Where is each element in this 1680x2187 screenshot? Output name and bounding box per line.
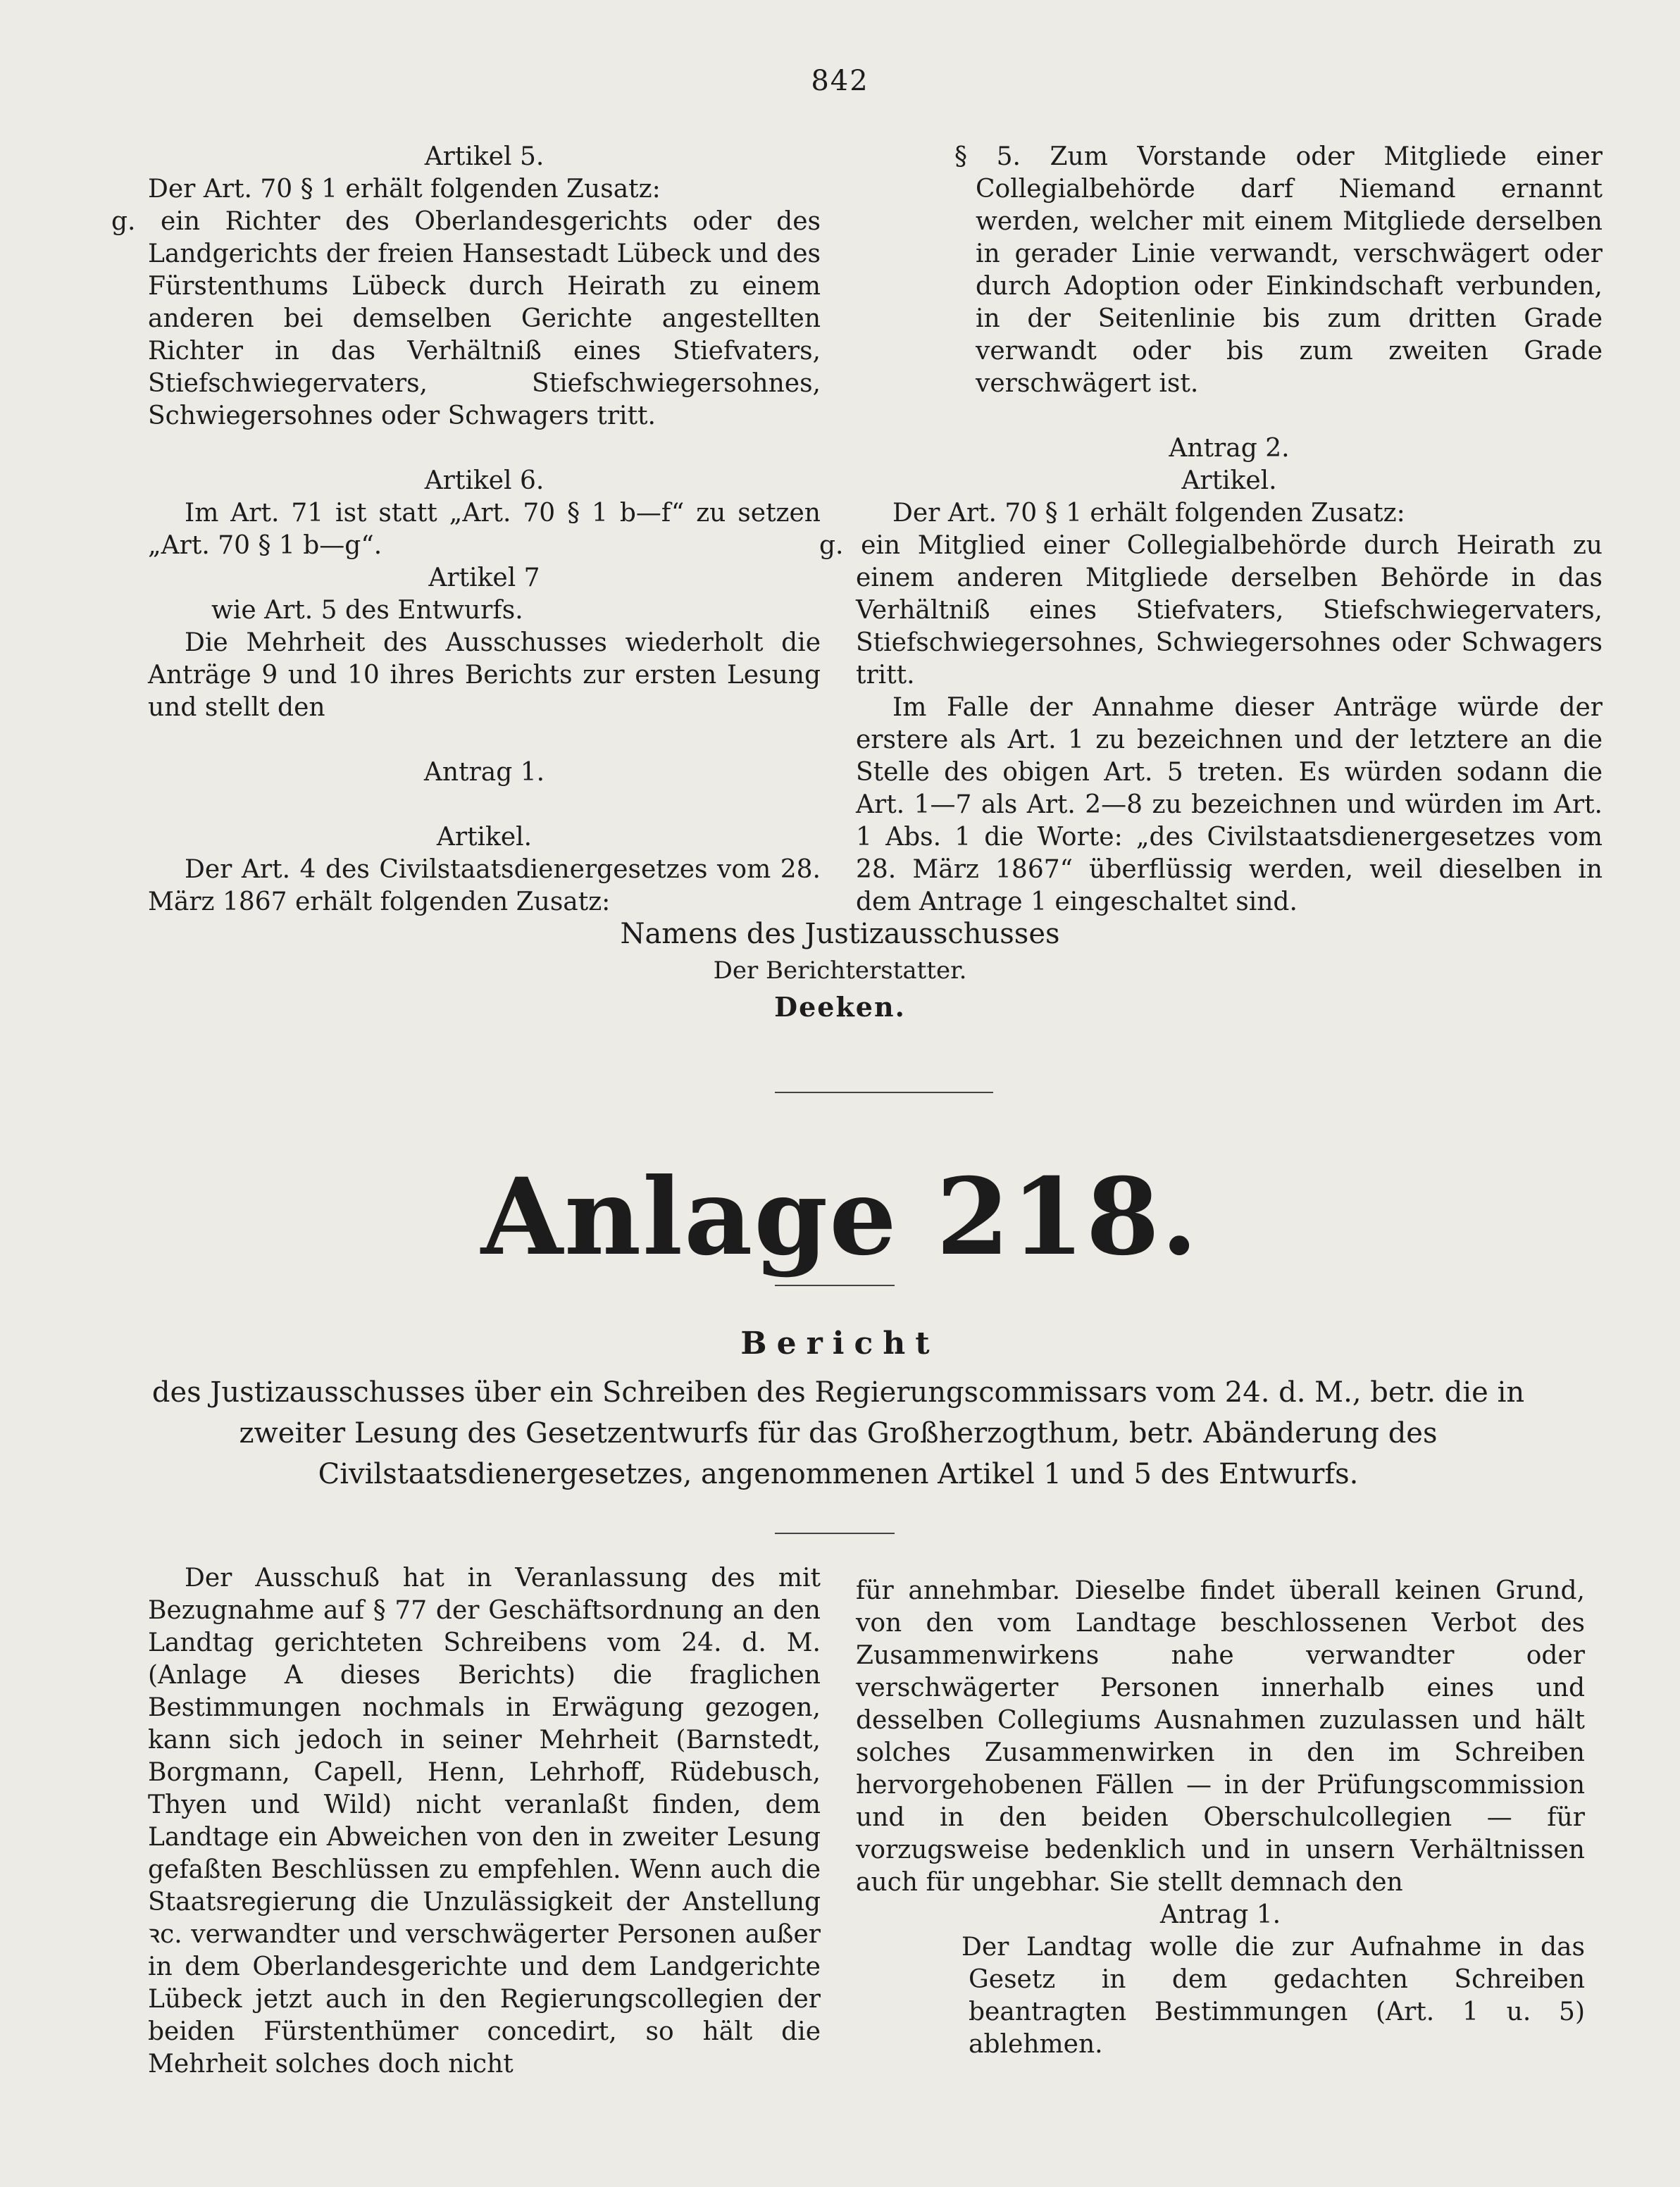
report-antrag1-heading: Antrag 1. [1159, 1900, 1281, 1929]
bericht-heading: Bericht [740, 1326, 940, 1362]
divider-rule [775, 1092, 993, 1093]
divider-rule [775, 1533, 895, 1534]
divider-rule [775, 1285, 895, 1286]
art5-item: g. ein Richter des Oberlandesgerichts oder des Landgerichts der freien Hansestadt Lübeck und des Fürstenthums Lübeck durch Heirath zu einem anderen bei demselben Gerichte angestellten Richter in das Verhältniß eines Stiefvaters, Stiefschwiegervaters, Stiefschwiegersohnes, Schwiegersohnes oder Schwagers tritt. [111, 207, 821, 430]
top-left-column [111, 141, 821, 918]
artikel-intro-right: Der Art. 70 § 1 erhält folgenden Zusatz: [892, 499, 1405, 528]
art7-heading: Artikel 7 [428, 563, 540, 592]
par5-text: § 5. Zum Vorstande oder Mitgliede einer Collegialbehörde darf Niemand ernannt werden, welcher mit einem Mitgliede derselben in gerader Linie verwandt, verschwägert oder durch Adoption oder Einkindschaft verbunden, in der Seitenlinie bis zum dritten Grade verwandt oder bis zum zweiten Grade verschwägert ist. [954, 142, 1603, 398]
art7-text: wie Art. 5 des Entwurfs. [211, 596, 523, 625]
signature-line-2: Der Berichterstatter. [713, 957, 967, 985]
art5-intro: Der Art. 70 § 1 erhält folgenden Zusatz: [148, 175, 661, 204]
artikel-text: Der Art. 4 des Civilstaatsdienergesetzes vom 28. März 1867 erhält folgenden Zusatz: [148, 855, 821, 916]
art6-text: Im Art. 71 ist statt „Art. 70 § 1 b—f“ zu setzen „Art. 70 § 1 b—g“. [148, 499, 821, 560]
artikel-heading: Artikel. [436, 823, 533, 852]
majority-text: Die Mehrheit des Ausschusses wiederholt die Anträge 9 und 10 ihres Berichts zur ersten Lesung und stellt den [148, 628, 821, 722]
signature-line-1: Namens des Justizausschusses [620, 918, 1060, 950]
top-right-column [819, 141, 1603, 918]
signature-name: Deeken. [774, 991, 906, 1023]
antrag2-heading: Antrag 2. [1169, 434, 1290, 463]
report-text-right: für annehmbar. Dieselbe findet überall keinen Grund, von den vom Landtage beschlossenen Verbot des Zusammenwirkens nahe verwandter oder verschwägerter Personen innerhalb eines und desselben Collegiums Ausnahmen zuzulassen und hält solches Zusammenwirken in den im Schreiben hervorgehobenen Fällen — in der Prüfungscommission und in den beiden Oberschulcollegien — für vorzugsweise bedenklich und in unsern Verhältnissen auch für ungebhar. Sie stellt demnach den [856, 1576, 1585, 1897]
bericht-subtitle: des Justizausschusses über ein Schreiben des Regierungscommissars vom 24. d. M., betr. die in zweiter Lesung des Gesetzentwurfs für das Großherzogthum, betr. Abänderung des Civilstaatsdienergesetzes, angenommenen Artikel 1 und 5 des Entwurfs. [151, 1376, 1525, 1490]
artikel-heading-right: Artikel. [1181, 466, 1277, 495]
signature-block [0, 916, 1680, 1026]
closing-text: Im Falle der Annahme dieser Anträge würde der erstere als Art. 1 zu bezeichnen und der letztere an die Stelle des obigen Art. 5 treten. Es würden sodann die Art. 1—7 als Art. 2—8 zu bezeichnen und würden im Art. 1 Abs. 1 die Worte: „des Civilstaatsdienergesetzes vom 28. März 1867“ überflüssig werden, weil dieselben in dem Antrage 1 eingeschaltet sind. [856, 693, 1603, 916]
bottom-right-column [856, 1575, 1585, 2061]
art5-heading: Artikel 5. [424, 142, 545, 171]
report-antrag1-text: Der Landtag wolle die zur Aufnahme in das Gesetz in dem gedachten Schreiben beantragten Bestimmungen (Art. 1 u. 5) ablehmen. [962, 1933, 1585, 2059]
page-number: 842 [811, 65, 869, 97]
bottom-left-column [148, 1562, 821, 2081]
anlage-title: Anlage 218. [480, 1155, 1200, 1279]
antrag1-heading: Antrag 1. [423, 758, 545, 787]
report-text-left: Der Ausschuß hat in Veranlassung des mit Bezugnahme auf § 77 der Geschäftsordnung an den Landtag gerichteten Schreibens vom 24. d. M. (Anlage A dieses Berichts) die fraglichen Bestimmungen nochmals in Erwägung gezogen, kann sich jedoch in seiner Mehrheit (Barnstedt, Borgmann, Capell, Henn, Lehrhoff, Rüdebusch, Thyen und Wild) nicht veranlaßt finden, dem Landtage ein Abweichen von den in zweiter Lesung gefaßten Beschlüssen zu empfehlen. Wenn auch die Staatsregierung die Unzulässigkeit der Anstellung ꝛc. verwandter und verschwägerter Personen außer in dem Oberlandesgerichte und dem Landgerichte Lübeck jetzt auch in den Regierungscollegien der beiden Fürstenthümer concedirt, so hält die Mehrheit solches doch nicht [148, 1564, 821, 2079]
art6-heading: Artikel 6. [424, 466, 545, 495]
artikel-item-right: g. ein Mitglied einer Collegialbehörde durch Heirath zu einem anderen Mitgliede derselben Behörde in das Verhältniß eines Stiefvaters, Stiefschwiegervaters, Stiefschwiegersohnes, Schwiegersohnes oder Schwagers tritt. [819, 531, 1603, 690]
